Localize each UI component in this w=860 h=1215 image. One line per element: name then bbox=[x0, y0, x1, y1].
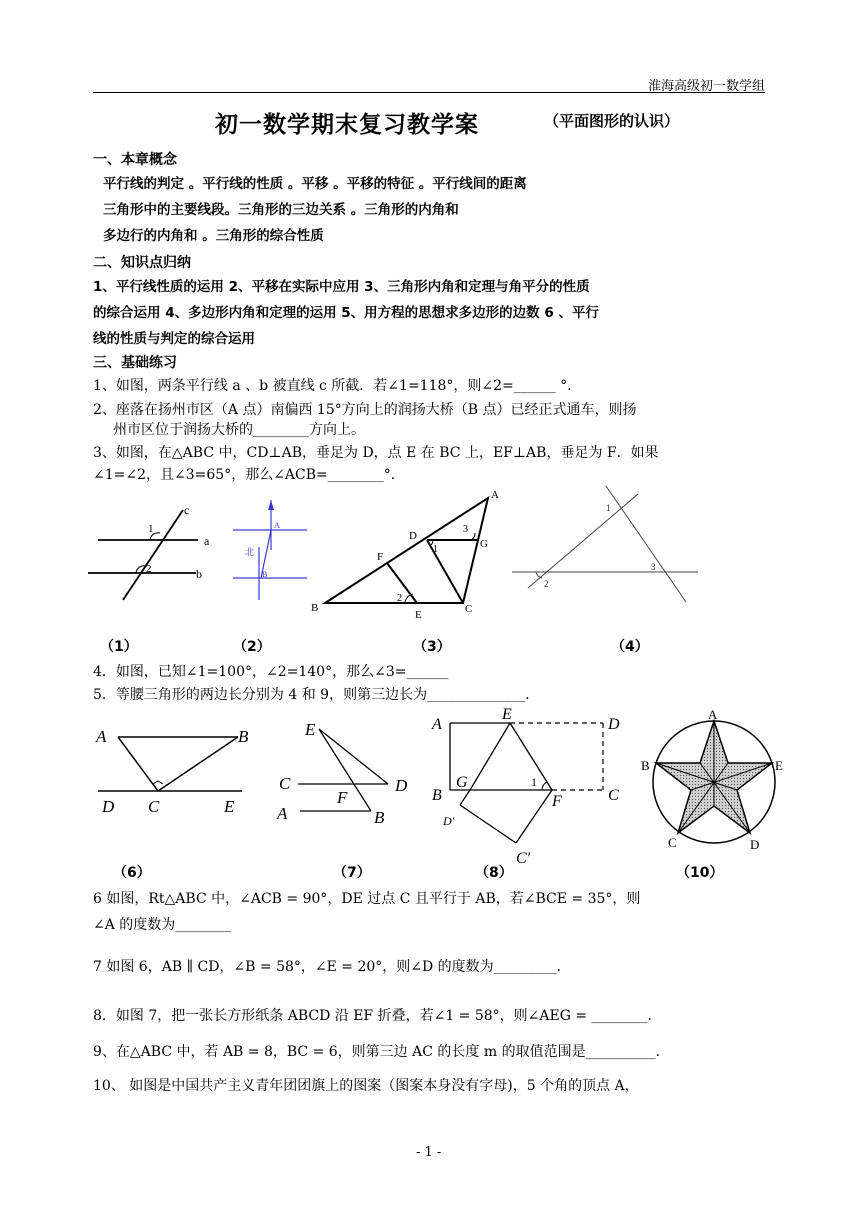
question-6-line-2: ∠A 的度数为________ bbox=[93, 917, 232, 933]
figure-2-direction bbox=[225, 495, 315, 605]
caption-fig-8: （8） bbox=[475, 865, 513, 881]
question-9: 9、在△ABC 中，若 AB = 8，BC = 6，则第三边 AC 的长度 m 的取值范围是__________. bbox=[93, 1044, 661, 1060]
caption-fig-4: （4） bbox=[611, 639, 649, 655]
section1-heading: 一、本章概念 bbox=[93, 152, 177, 168]
fig2-label-b: B bbox=[262, 570, 268, 579]
caption-fig-7: （7） bbox=[333, 865, 371, 881]
fig8-label-cprime: C′ bbox=[516, 850, 531, 865]
fig6-label-d: D bbox=[102, 797, 115, 816]
knowledge-line-2: 的综合运用 4、多边形内角和定理的运用 5、用方程的思想求多边形的边数 6 、平行 bbox=[93, 305, 599, 321]
fig3-label-3: 3 bbox=[463, 524, 468, 535]
fig4-label-1: 1 bbox=[606, 503, 611, 513]
fig1-label-b: b bbox=[196, 567, 202, 581]
fig7-label-a: A bbox=[277, 804, 288, 823]
question-2-line-2: 州市区位于润扬大桥的________方向上。 bbox=[113, 422, 365, 438]
section3-heading: 三、基础练习 bbox=[93, 355, 177, 371]
fig7-label-d: D bbox=[395, 776, 408, 795]
fig10-label-b: B bbox=[641, 758, 650, 773]
fig3-label-g: G bbox=[480, 538, 488, 550]
header-rule bbox=[93, 92, 765, 93]
fig3-label-1: 1 bbox=[433, 544, 438, 555]
fig8-label-d: D bbox=[608, 716, 620, 733]
fig7-label-b: B bbox=[374, 808, 385, 827]
fig3-label-a: A bbox=[491, 489, 499, 501]
fig6-label-b: B bbox=[238, 727, 249, 746]
question-1: 1、如图，两条平行线 a 、b 被直线 c 所截．若∠1=118°，则∠2=______ °． bbox=[93, 378, 582, 394]
fig7-label-f: F bbox=[337, 788, 348, 807]
fig10-label-e: E bbox=[775, 758, 783, 773]
knowledge-line-1: 1、平行线性质的运用 2、平移在实际中应用 3、三角形内角和定理与角平分的性质 bbox=[93, 279, 590, 295]
fig3-label-d: D bbox=[409, 530, 417, 542]
page-subtitle: （平面图形的认识） bbox=[544, 112, 680, 130]
figure-6-right-triangle bbox=[90, 715, 260, 820]
fig8-label-c: C bbox=[608, 787, 619, 804]
fig3-label-e: E bbox=[415, 609, 422, 618]
fig2-label-north: 北 bbox=[245, 547, 255, 557]
fig3-label-b: B bbox=[311, 602, 319, 614]
fig6-label-e: E bbox=[224, 797, 235, 816]
concept-line-1: 平行线的判定 。平行线的性质 。平移 。平移的特征 。平行线间的距离 bbox=[103, 176, 527, 192]
fig6-label-c: C bbox=[148, 797, 160, 816]
header-org: 淮海高级初一数学组 bbox=[647, 79, 765, 94]
concept-line-3: 多边行的内角和 。三角形的综合性质 bbox=[103, 228, 324, 244]
fig1-label-a: a bbox=[204, 534, 210, 548]
knowledge-line-3: 线的性质与判定的综合运用 bbox=[93, 331, 255, 347]
fig1-label-2: 2 bbox=[146, 563, 152, 575]
fig8-label-1: 1 bbox=[531, 775, 537, 789]
figure-8-fold bbox=[428, 705, 628, 865]
fig3-label-2: 2 bbox=[397, 593, 402, 604]
concept-line-2: 三角形中的主要线段。三角形的三边关系 。三角形的内角和 bbox=[103, 202, 459, 218]
fig8-label-dprime: D′ bbox=[443, 814, 455, 828]
fig4-label-3: 3 bbox=[651, 562, 656, 572]
fig6-label-a: A bbox=[96, 727, 107, 746]
question-5: 5．等腰三角形的两边长分别为 4 和 9，则第三边长为______________． bbox=[93, 687, 540, 703]
fig1-label-1: 1 bbox=[148, 523, 154, 535]
fig7-label-e: E bbox=[305, 720, 316, 739]
fig3-label-c: C bbox=[465, 603, 473, 615]
question-8: 8．如图 7，把一张长方形纸条 ABCD 沿 EF 折叠，若∠1 = 58°，则∠AEG = ________. bbox=[93, 1008, 653, 1024]
question-10: 10、 如图是中国共产主义青年团团旗上的图案（图案本身没有字母)，5 个角的顶点 A， bbox=[93, 1078, 639, 1094]
question-3-line-1: 3、如图，在△ABC 中，CD⊥AB，垂足为 D，点 E 在 BC 上，EF⊥AB，垂足为 F．如果 bbox=[93, 445, 659, 461]
caption-fig-6: （6） bbox=[113, 865, 151, 881]
page-number: - 1 - bbox=[416, 1145, 442, 1160]
fig8-label-g: G bbox=[456, 774, 468, 791]
question-4: 4．如图，已知∠1=100°，∠2=140°，那么∠3=______ bbox=[93, 664, 449, 680]
fig8-label-b: B bbox=[432, 787, 442, 804]
fig8-label-a: A bbox=[432, 716, 442, 733]
fig8-label-f: F bbox=[552, 793, 562, 810]
fig8-label-e: E bbox=[502, 706, 512, 723]
question-2-line-1: 2、座落在扬州市区（A 点）南偏西 15°方向上的润扬大桥（B 点）已经正式通车，则扬 bbox=[93, 402, 637, 418]
question-6-line-1: 6 如图，Rt△ABC 中，∠ACB = 90°，DE 过点 C 且平行于 AB，若∠BCE = 35°，则 bbox=[93, 891, 641, 907]
caption-fig-2: （2） bbox=[233, 639, 271, 655]
page-title: 初一数学期末复习教学案 bbox=[215, 112, 479, 138]
figure-3-triangle bbox=[305, 488, 505, 618]
fig3-label-f: F bbox=[377, 551, 384, 563]
caption-fig-1: （1） bbox=[100, 639, 138, 655]
section2-heading: 二、知识点归纳 bbox=[93, 255, 191, 271]
caption-fig-3: （3） bbox=[413, 639, 451, 655]
figure-7-parallel bbox=[275, 715, 415, 830]
figure-4-lines bbox=[508, 482, 703, 607]
fig10-label-d: D bbox=[750, 837, 760, 852]
figure-10-star bbox=[640, 705, 790, 855]
question-7: 7 如图 6，AB ∥ CD，∠B = 58°，∠E = 20°，则∠D 的度数为_________. bbox=[93, 959, 562, 975]
figure-1-parallel-lines bbox=[88, 500, 218, 605]
caption-fig-10: （10） bbox=[676, 865, 724, 881]
fig10-label-a: A bbox=[708, 707, 718, 722]
fig2-label-a: A bbox=[274, 521, 280, 530]
question-3-line-2: ∠1=∠2，且∠3=65°，那么∠ACB=________°． bbox=[93, 467, 405, 483]
fig4-label-2: 2 bbox=[544, 579, 549, 589]
fig10-label-c: C bbox=[668, 835, 677, 850]
fig7-label-c: C bbox=[279, 774, 291, 793]
fig1-label-c: c bbox=[184, 503, 190, 517]
